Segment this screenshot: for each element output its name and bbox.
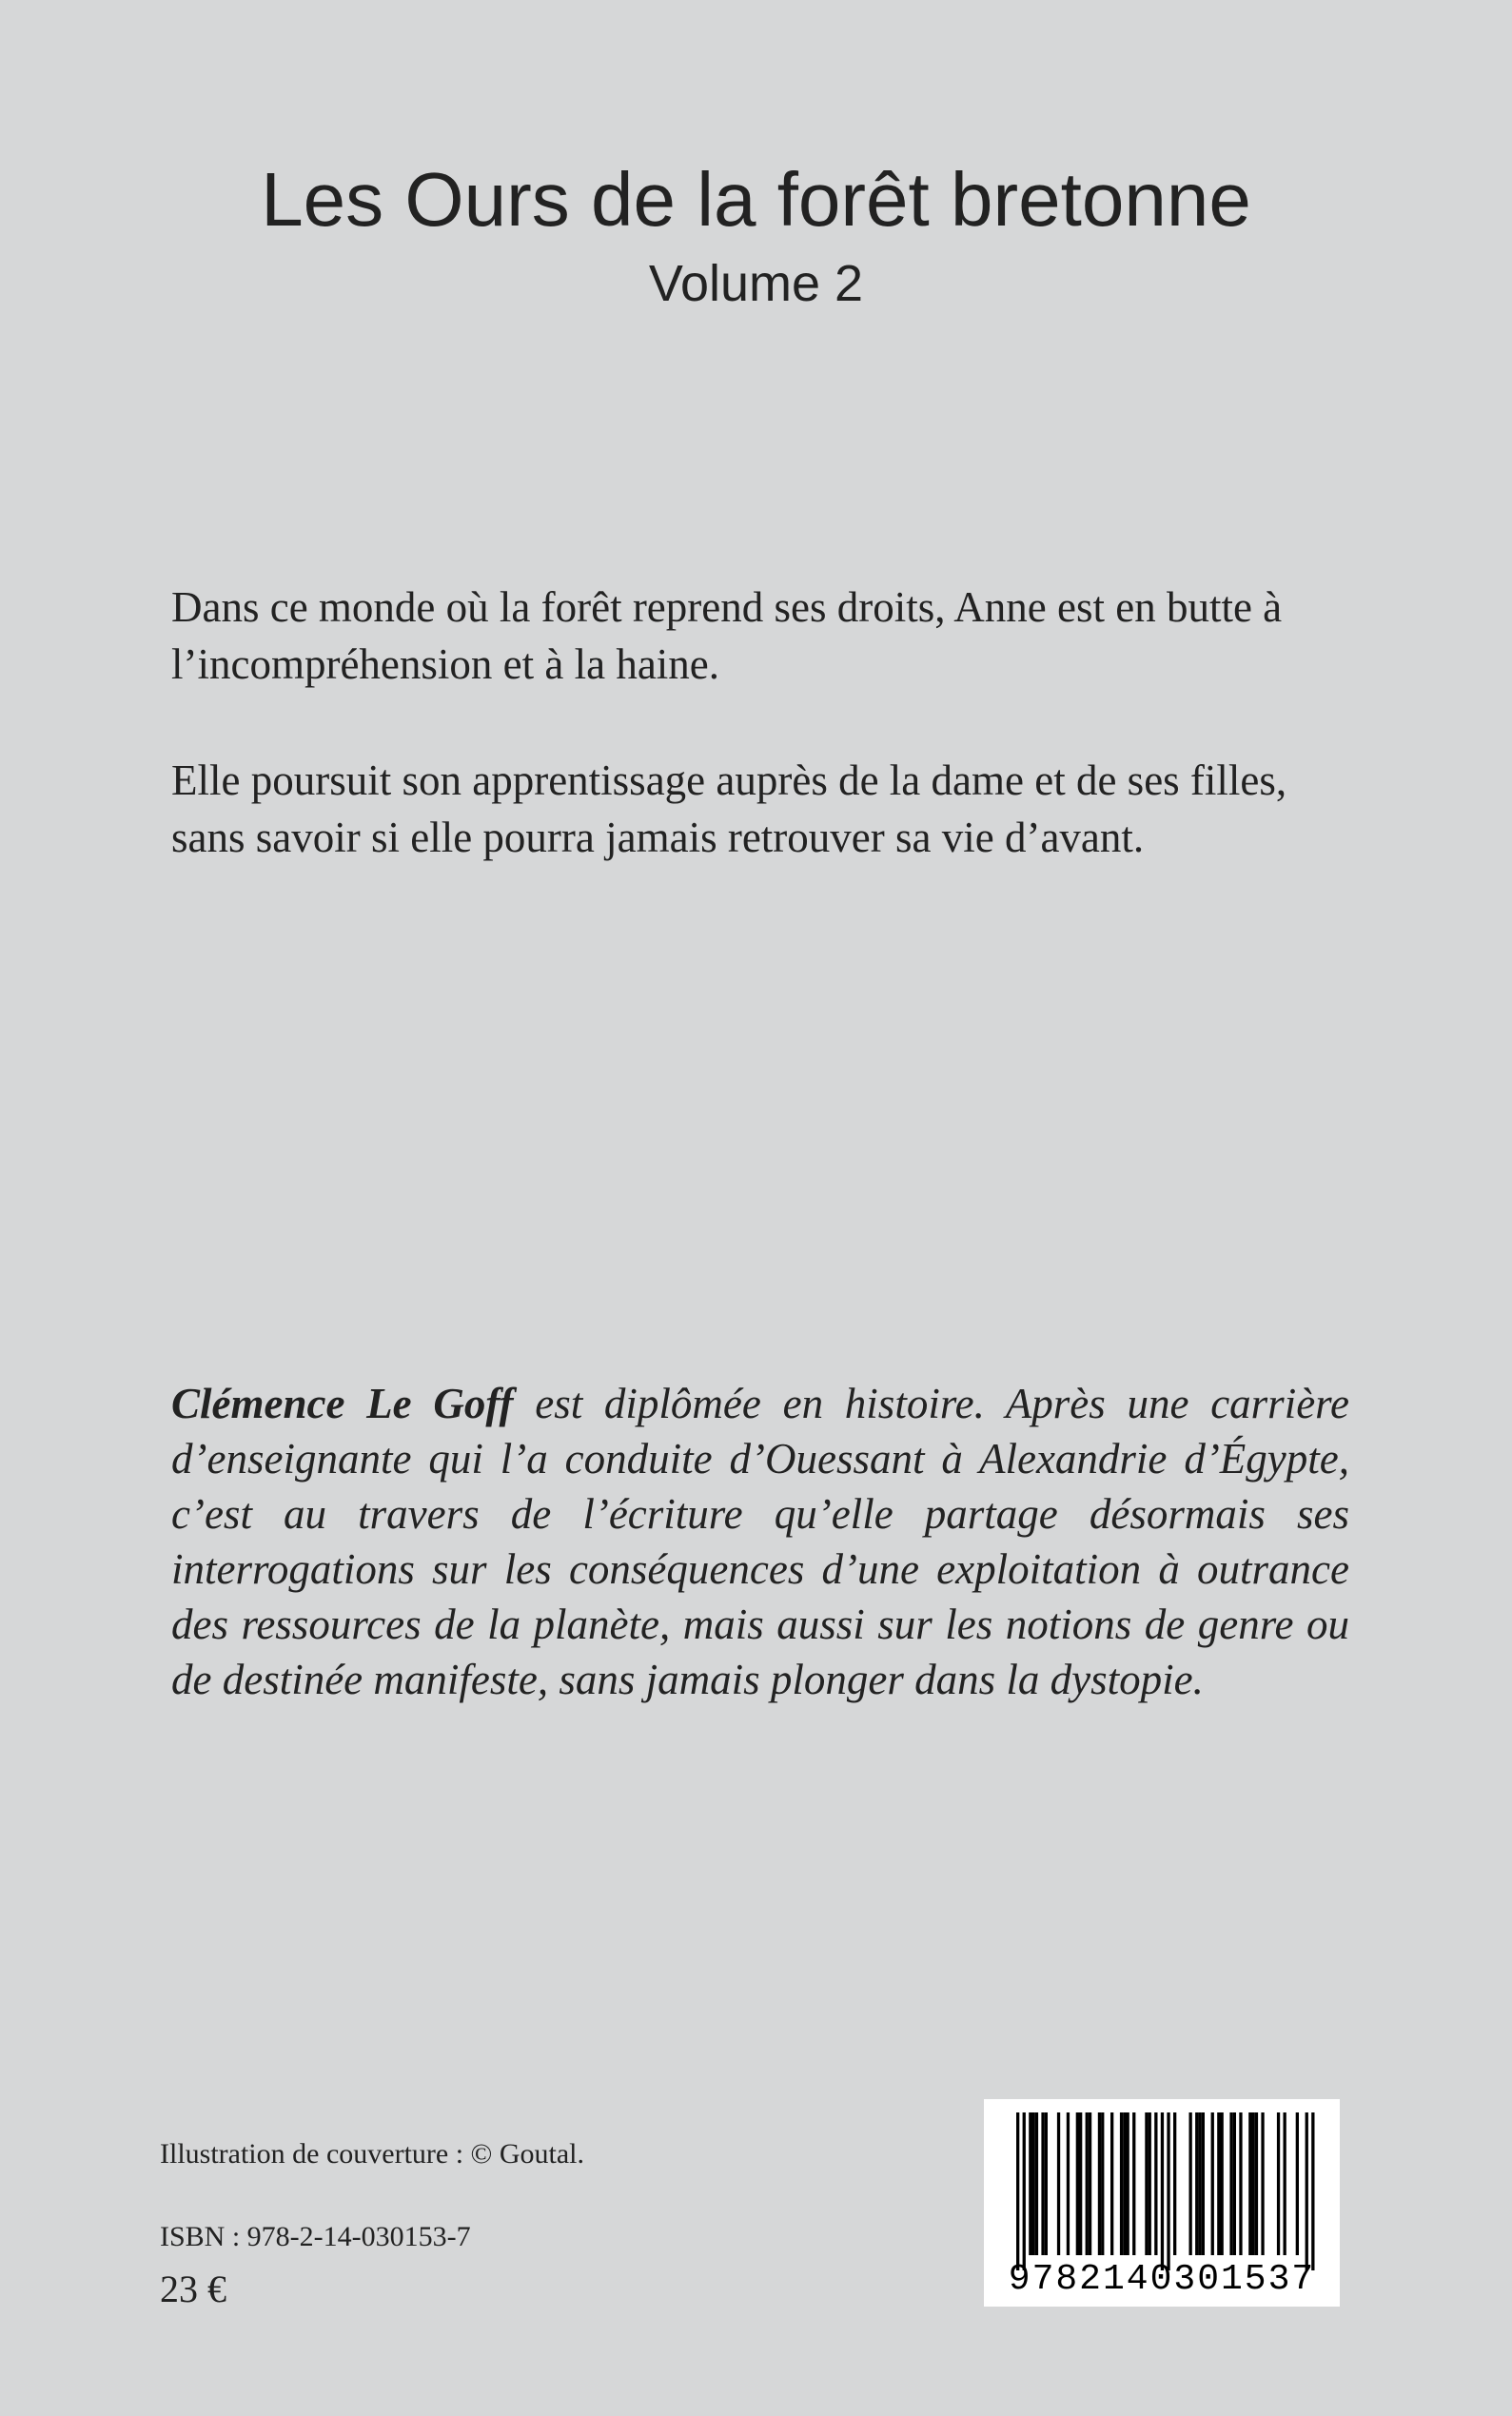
barcode-bar xyxy=(1217,2112,1220,2255)
barcode-bar xyxy=(1233,2112,1236,2255)
barcode-bar xyxy=(1016,2112,1019,2270)
barcode-bar xyxy=(1195,2112,1198,2255)
barcode-bar xyxy=(1167,2112,1169,2270)
barcode-bar xyxy=(1277,2112,1280,2255)
barcode-bar xyxy=(1057,2112,1060,2255)
barcode-bar xyxy=(1229,2112,1232,2255)
barcode-bar xyxy=(1079,2112,1082,2255)
barcode-bar xyxy=(1252,2112,1255,2255)
isbn-number: ISBN : 978-2-14-030153-7 xyxy=(160,2221,471,2252)
barcode-bar xyxy=(1239,2112,1242,2255)
barcode-bar xyxy=(1098,2112,1101,2255)
barcode-bar xyxy=(1306,2112,1308,2270)
author-bio-text: est diplômée en histoire. Après une carrière d’enseignante qui l’a conduite d’Ouessant à Alexandrie d’Égypte, c’est au travers de l’écriture qu’elle partage désormais ses interrogations sur les conséquences d’une exploitation à outrance des ressources de la planète, mais aussi sur les notions de genre ou de destinée manifeste, sans jamais plonger dans la dystopie. xyxy=(171,1380,1349,1703)
barcode-bar xyxy=(1132,2112,1135,2255)
barcode-bar xyxy=(1198,2112,1201,2255)
illustration-credit: Illustration de couverture : © Goutal. xyxy=(160,2138,585,2170)
barcode-bar xyxy=(1120,2112,1123,2255)
barcode-bar xyxy=(1202,2112,1205,2255)
barcode-bar xyxy=(1284,2112,1286,2255)
barcode-bar xyxy=(1189,2112,1192,2255)
barcode xyxy=(984,2099,1340,2307)
barcode-bar xyxy=(1067,2112,1070,2255)
barcode-bar xyxy=(1086,2112,1089,2255)
barcode-bar xyxy=(1045,2112,1048,2255)
barcode-bar xyxy=(1041,2112,1044,2255)
barcode-bar xyxy=(1145,2112,1148,2255)
barcode-bar xyxy=(1311,2112,1314,2270)
barcode-bar xyxy=(1211,2112,1214,2255)
barcode-bar xyxy=(1023,2112,1026,2270)
blurb-paragraph-2: Elle poursuit son apprentissage auprès de la dame et de ses filles, sans savoir si elle pourra jamais retrouver sa vie d’avant. xyxy=(171,756,1287,861)
barcode-bar xyxy=(1123,2112,1126,2255)
barcode-bar xyxy=(1127,2112,1129,2255)
barcode-bar xyxy=(1089,2112,1091,2255)
barcode-bar xyxy=(1221,2112,1224,2255)
barcode-bar xyxy=(1035,2112,1038,2255)
barcode-bar xyxy=(1076,2112,1079,2255)
barcode-digits: 9782140301537 xyxy=(1008,2259,1316,2300)
book-title: Les Ours de la forêt bretonne xyxy=(261,157,1251,242)
barcode-bar xyxy=(1154,2112,1157,2255)
price: 23 € xyxy=(160,2268,226,2310)
volume-subtitle: Volume 2 xyxy=(648,255,864,312)
barcode-bar xyxy=(1261,2112,1264,2255)
barcode-bar xyxy=(1029,2112,1031,2255)
barcode-bar xyxy=(1032,2112,1035,2255)
barcode-bar xyxy=(1248,2112,1251,2255)
author-name: Clémence Le Goff xyxy=(171,1380,514,1427)
barcode-bar xyxy=(1110,2112,1113,2255)
barcode-bar xyxy=(1255,2112,1258,2255)
barcode-bar xyxy=(1101,2112,1104,2255)
barcode-bar xyxy=(1173,2112,1176,2255)
barcode-bar xyxy=(1296,2112,1299,2255)
blurb-paragraph-1: Dans ce monde où la forêt reprend ses droits, Anne est en butte à l’incompréhension et à la haine. xyxy=(171,583,1283,688)
author-bio xyxy=(171,1376,1349,1707)
barcode-bar xyxy=(1149,2112,1151,2255)
barcode-bar xyxy=(1161,2112,1164,2270)
